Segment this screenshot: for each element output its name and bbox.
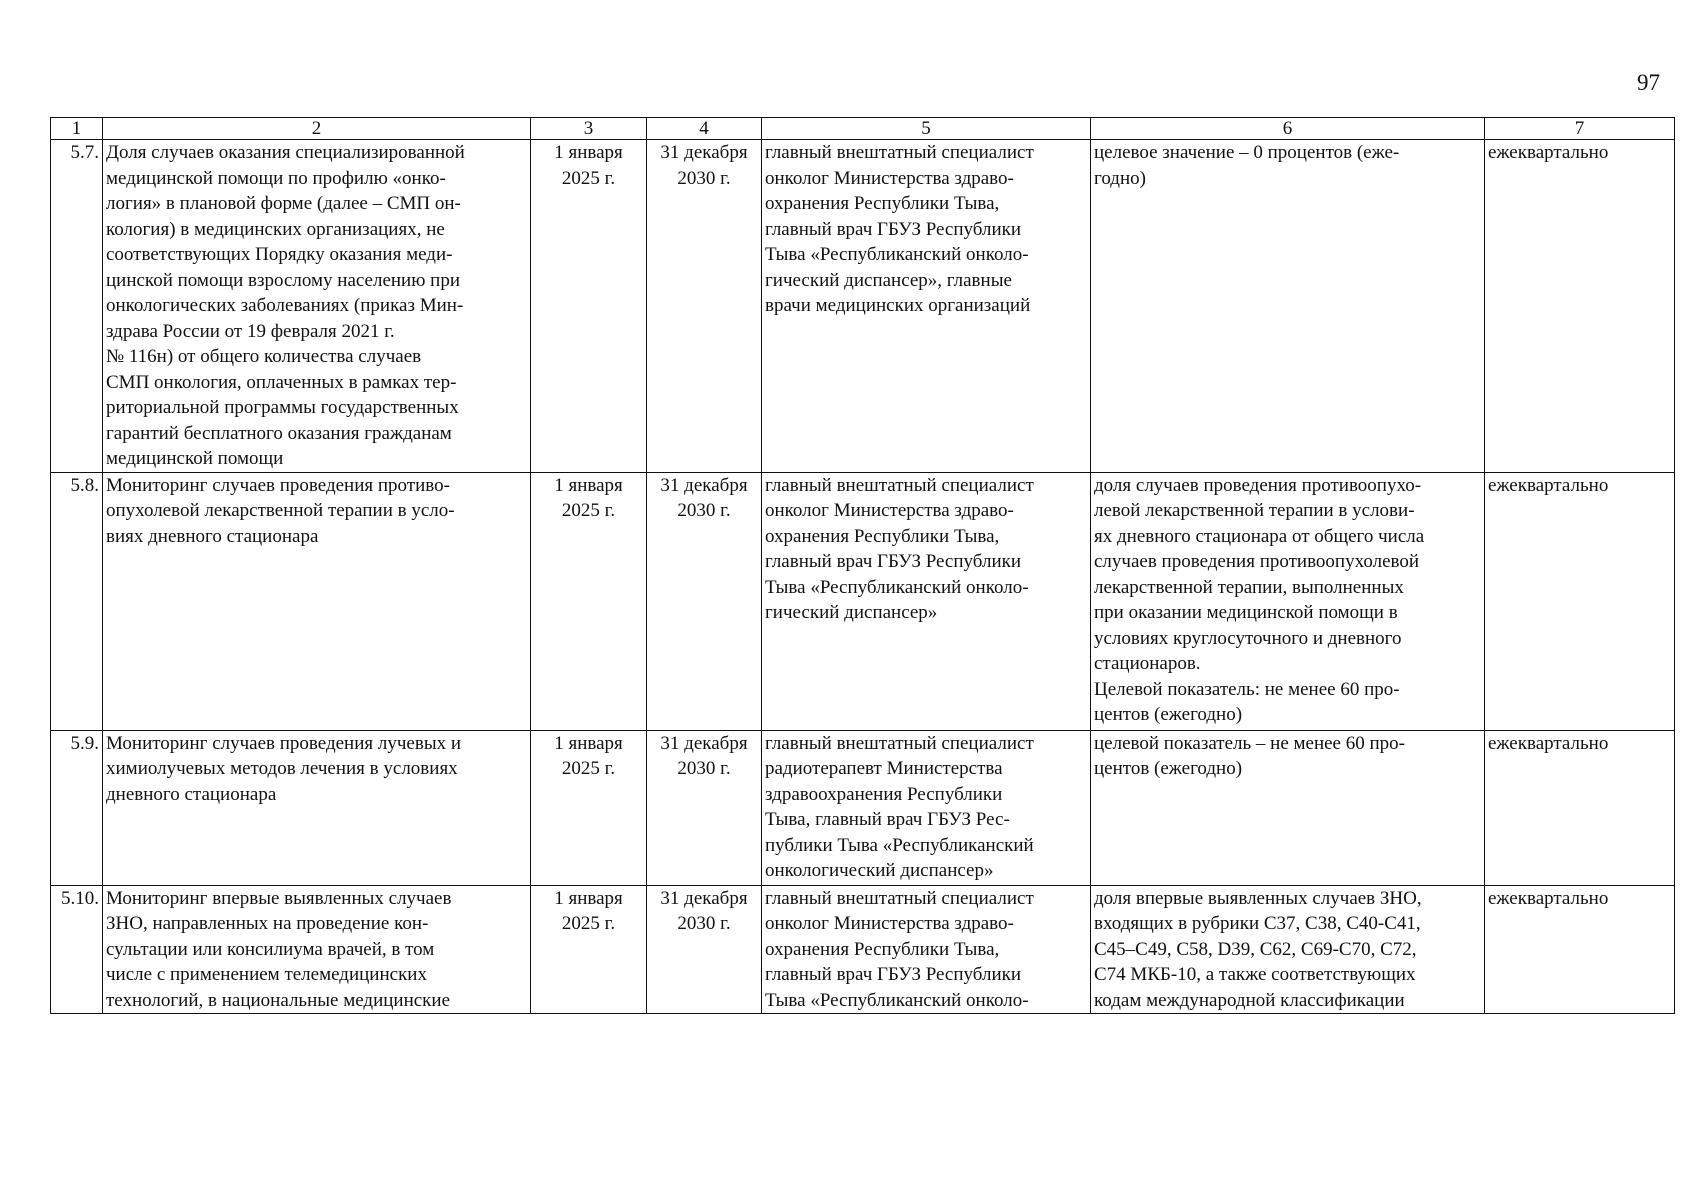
row-end-date: 31 декабря 2030 г. bbox=[647, 885, 762, 1014]
row-responsible: главный внештатный специалист радиотерапевт Министерства здравоохранения Республики Тыва, главный врач ГБУЗ Рес- публики Тыва «Республиканский онкологический диспансер» bbox=[762, 730, 1091, 885]
row-description: Мониторинг случаев проведения противо- опухолевой лекарственной терапии в усло- виях дневного стационара bbox=[103, 472, 531, 730]
row-number: 5.7. bbox=[51, 140, 103, 473]
table-row bbox=[51, 472, 1675, 730]
table-row bbox=[51, 885, 1675, 1014]
row-number: 5.9. bbox=[51, 730, 103, 885]
page-number: 97 bbox=[1637, 70, 1660, 95]
header-col-7: 7 bbox=[1485, 118, 1675, 140]
row-start-date: 1 января 2025 г. bbox=[531, 730, 647, 885]
header-col-4: 4 bbox=[647, 118, 762, 140]
row-start-date: 1 января 2025 г. bbox=[531, 885, 647, 1014]
row-indicator: целевой показатель – не менее 60 про- центов (ежегодно) bbox=[1091, 730, 1485, 885]
row-start-date: 1 января 2025 г. bbox=[531, 472, 647, 730]
row-indicator: доля случаев проведения противоопухо- левой лекарственной терапии в услови- ях дневного стационара от общего числа случаев проведения противоопухолевой лекарственной терапии, выполненных при оказании медицинской помощи в условиях круглосуточного и дневного стационаров. Целевой показатель: не менее 60 про- центов (ежегодно) bbox=[1091, 472, 1485, 730]
plan-table bbox=[50, 117, 1675, 1014]
row-frequency: ежеквартально bbox=[1485, 472, 1675, 730]
row-responsible: главный внештатный специалист онколог Министерства здраво- охранения Республики Тыва, главный врач ГБУЗ Республики Тыва «Республиканский онколо- bbox=[762, 885, 1091, 1014]
header-col-3: 3 bbox=[531, 118, 647, 140]
header-col-5: 5 bbox=[762, 118, 1091, 140]
header-col-1: 1 bbox=[51, 118, 103, 140]
table-row bbox=[51, 140, 1675, 473]
table-row bbox=[51, 730, 1675, 885]
row-number: 5.10. bbox=[51, 885, 103, 1014]
row-end-date: 31 декабря 2030 г. bbox=[647, 472, 762, 730]
row-responsible: главный внештатный специалист онколог Министерства здраво- охранения Республики Тыва, главный врач ГБУЗ Республики Тыва «Республиканский онколо- гический диспансер» bbox=[762, 472, 1091, 730]
row-number: 5.8. bbox=[51, 472, 103, 730]
row-end-date: 31 декабря 2030 г. bbox=[647, 730, 762, 885]
row-frequency: ежеквартально bbox=[1485, 885, 1675, 1014]
row-frequency: ежеквартально bbox=[1485, 140, 1675, 473]
row-indicator: целевое значение – 0 процентов (еже- годно) bbox=[1091, 140, 1485, 473]
row-start-date: 1 января 2025 г. bbox=[531, 140, 647, 473]
header-col-6: 6 bbox=[1091, 118, 1485, 140]
header-col-2: 2 bbox=[103, 118, 531, 140]
row-description: Доля случаев оказания специализированной медицинской помощи по профилю «онко- логия» в плановой форме (далее – СМП он- кология) в медицинских организациях, не соответствующих Порядку оказания меди- цинской помощи взрослому населению при онкологических заболеваниях (приказ Мин- здрава России от 19 февраля 2021 г. № 116н) от общего количества случаев СМП онкология, оплаченных в рамках тер- риториальной программы государственных гарантий бесплатного оказания гражданам медицинской помощи bbox=[103, 140, 531, 473]
row-end-date: 31 декабря 2030 г. bbox=[647, 140, 762, 473]
header-row bbox=[51, 118, 1675, 140]
row-description: Мониторинг впервые выявленных случаев ЗНО, направленных на проведение кон- сультации или консилиума врачей, в том числе с применением телемедицинских технологий, в национальные медицинские bbox=[103, 885, 531, 1014]
row-indicator: доля впервые выявленных случаев ЗНО, входящих в рубрики C37, C38, C40-C41, C45–C49, C58, D39, C62, C69-C70, C72, C74 МКБ-10, а также соответствующих кодам международной классификации bbox=[1091, 885, 1485, 1014]
row-responsible: главный внештатный специалист онколог Министерства здраво- охранения Республики Тыва, главный врач ГБУЗ Республики Тыва «Республиканский онколо- гический диспансер», главные врачи медицинских организаций bbox=[762, 140, 1091, 473]
row-frequency: ежеквартально bbox=[1485, 730, 1675, 885]
row-description: Мониторинг случаев проведения лучевых и химиолучевых методов лечения в условиях дневного стационара bbox=[103, 730, 531, 885]
